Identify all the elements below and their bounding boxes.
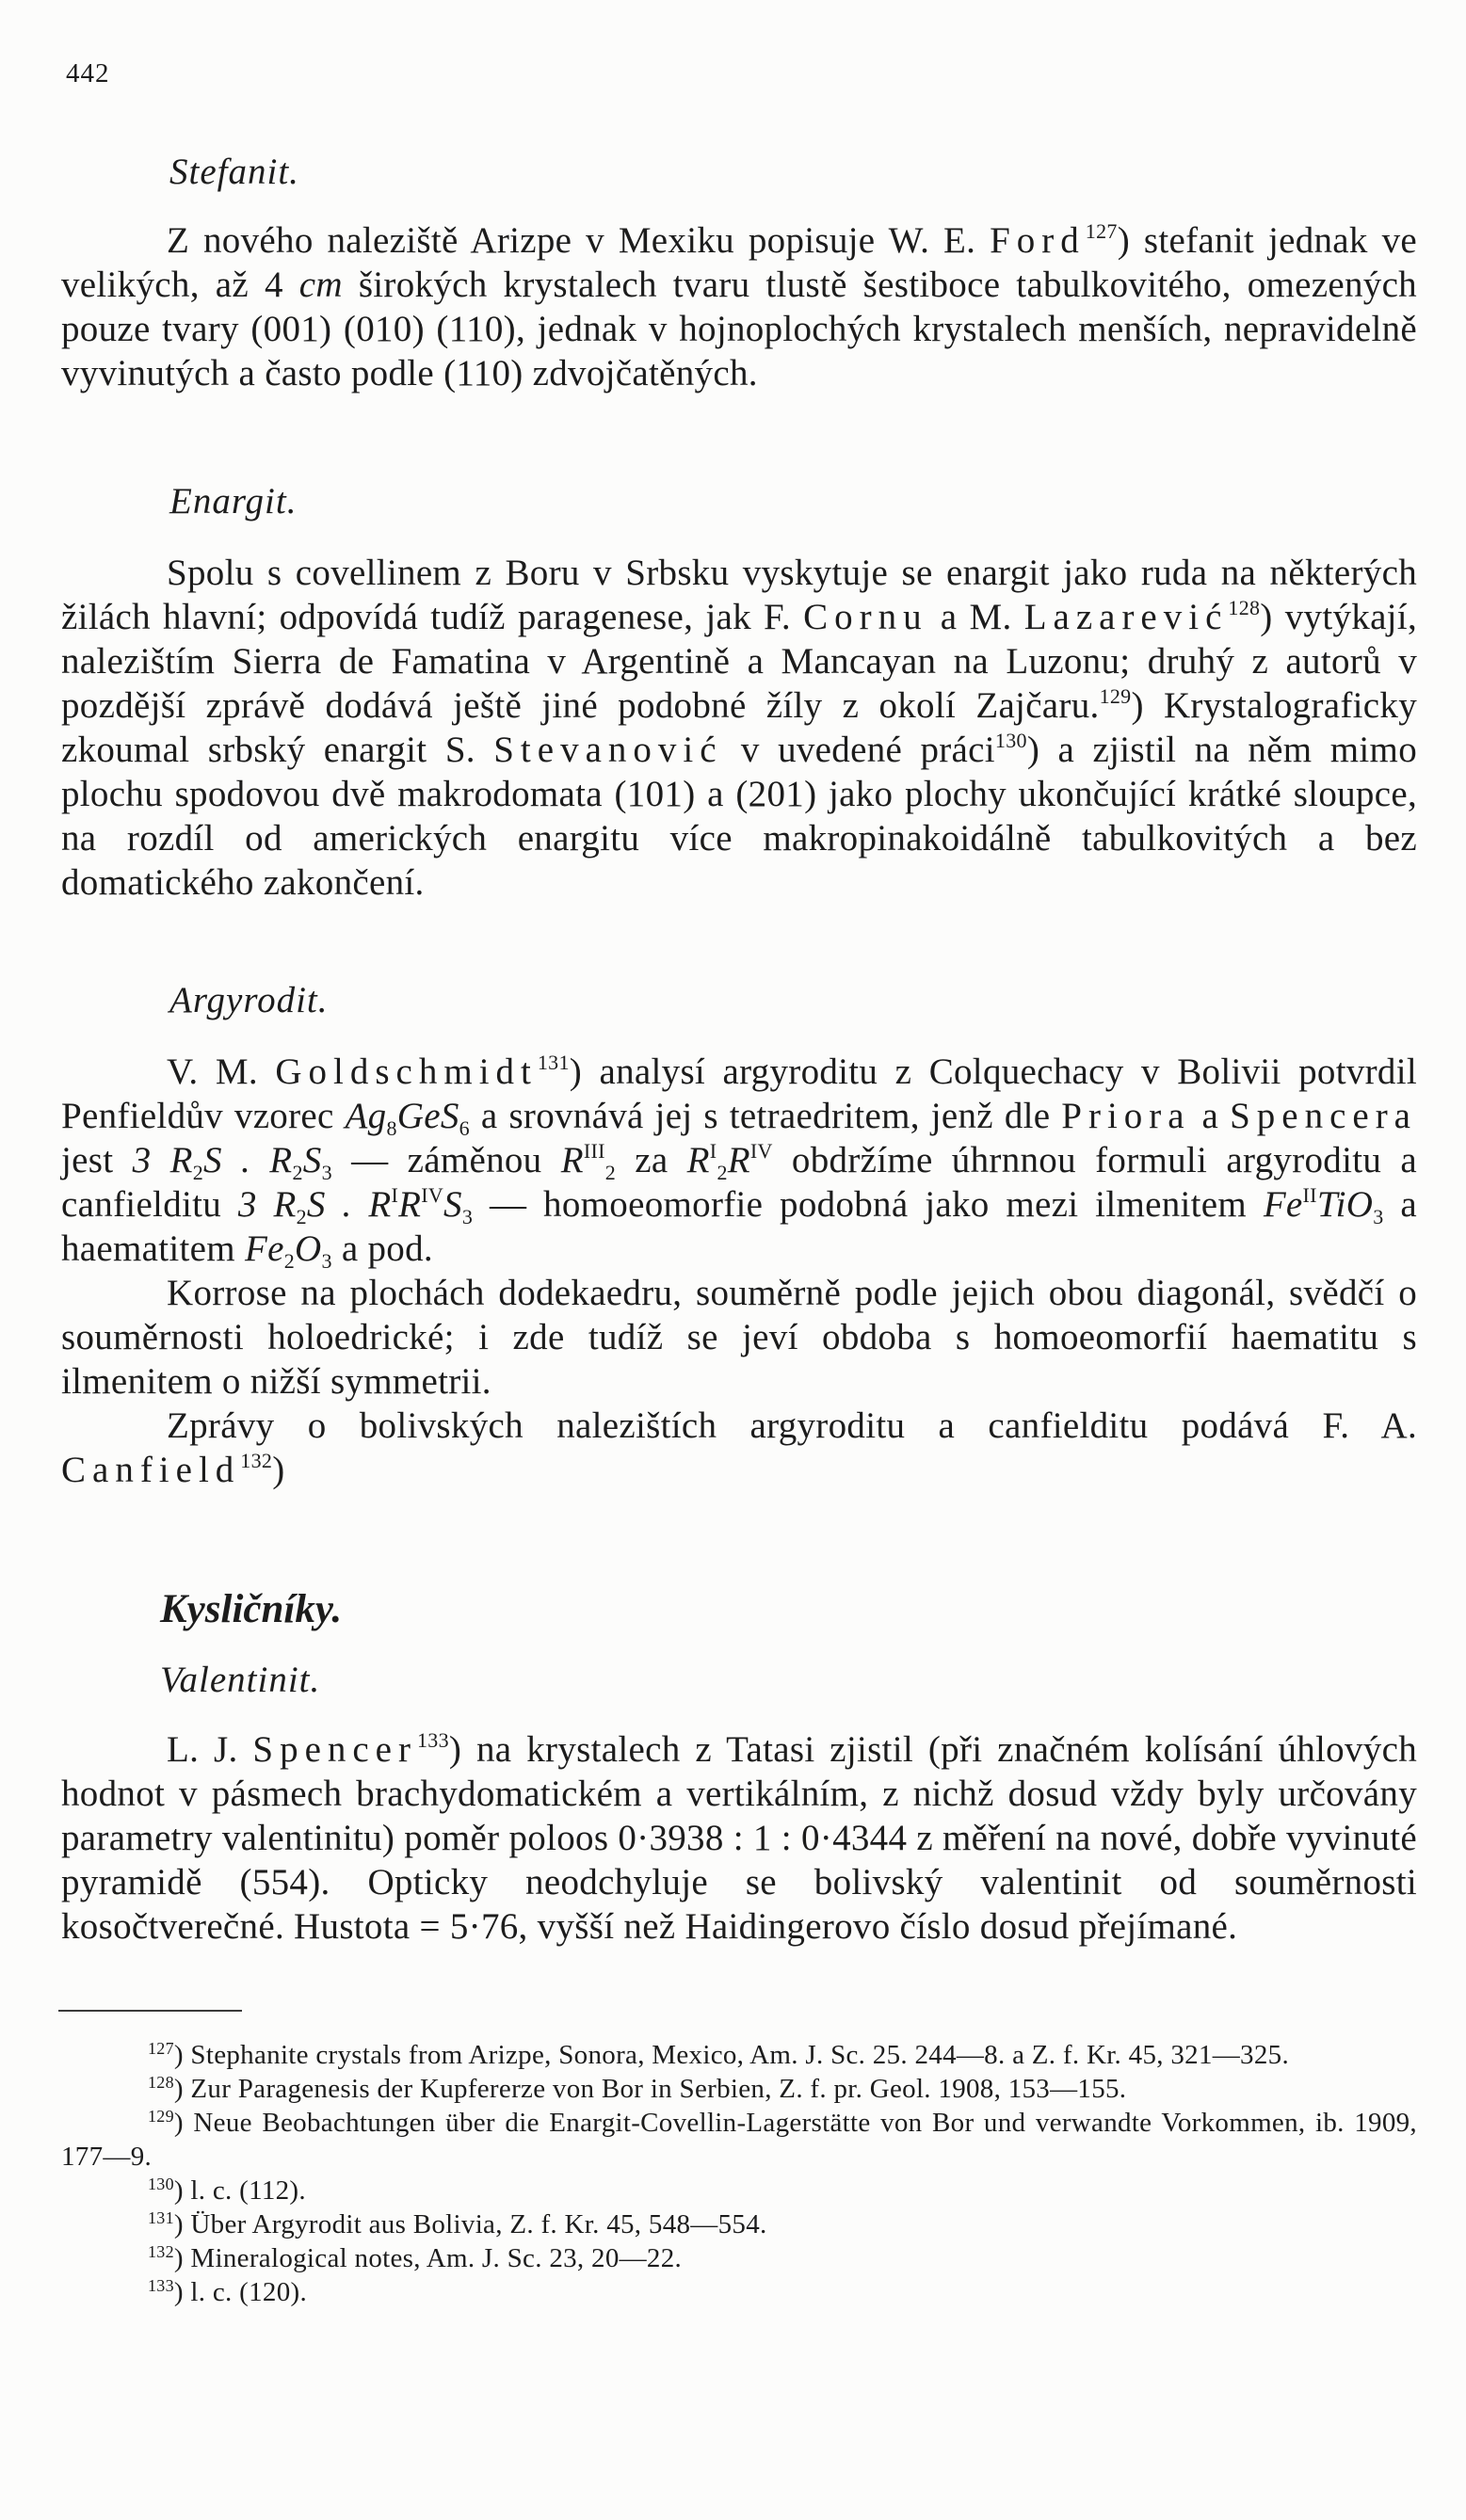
heading-enargit: Enargit. [169, 481, 298, 522]
paragraph-valentinit: L. J. Spencer$^{133}$) na krystalech z Tatasi zjistil (při značném kolísání úhlových hodnot v pásmech brachydomatickém a vertikálním, z nichž dosud vždy byly určovány parametry valentinitu) poměr poloos 0·3938 : 1 : 0·4344 z měření na nové, dobře vyvinuté pyramidě (554). Opticky neodchyluje se bolivský valentinit od souměrnosti kosočtverečné. Hustota = 5·76, vyšší než Haidingerovo číslo dosud přejímané. [61, 1728, 1417, 1947]
heading-valentinit: Valentinit. [160, 1660, 321, 1700]
section-valentinit [61, 1727, 1417, 1949]
footnote-131: $^{131}$) Über Argyrodit aus Bolivia, Z. f. Kr. 45, 548—554. [148, 2208, 767, 2239]
heading-kyslicniky: Kysličníky. [160, 1587, 343, 1631]
heading-argyrodit: Argyrodit. [169, 980, 329, 1020]
page-number: 442 [66, 58, 110, 88]
paragraph-argyrodit-2: Korrose na plochách dodekaedru, souměrně podle jejich obou diagonál, svědčí o souměrnosti holoedrické; i zde tudíž se jeví obdoba s homoeomorfií haematitu s ilmenitem o nižší symmetrii. [61, 1273, 1417, 1402]
footnote-129: $^{129}$) Neue Beobachtungen über die Enargit-Covellin-Lagerstätte von Bor und verwandte Vorkommen, ib. 1909, 177—9. [61, 2107, 1417, 2172]
footnotes [61, 2038, 1417, 2309]
section-argyrodit [61, 1050, 1417, 1492]
footnote-127: $^{127}$) Stephanite crystals from Arizpe, Sonora, Mexico, Am. J. Sc. 25. 244—8. a Z. f. Kr. 45, 321—325. [148, 2039, 1290, 2070]
footnote-128: $^{128}$) Zur Paragenesis der Kupfererze von Bor in Serbien, Z. f. pr. Geol. 1908, 153—155. [148, 2073, 1127, 2104]
footnote-132: $^{132}$) Mineralogical notes, Am. J. Sc. 23, 20—22. [148, 2242, 683, 2273]
footnote-divider [58, 2010, 242, 2012]
paragraph-argyrodit-3: Zprávy o bolivských nalezištích argyroditu a canfielditu podává F. A. Canfield$^{132}$) [61, 1405, 1417, 1490]
footnote-133: $^{133}$) l. c. (120). [148, 2276, 308, 2307]
heading-stefanit: Stefanit. [169, 152, 299, 192]
paragraph-stefanit: Z nového naleziště Arizpe v Mexiku popisuje W. E. Ford$^{127}$) stefanit jednak ve velikých, až 4 cm širokých krystalech tvaru tlustě šestiboce tabulkovitého, omezených pouze tvary (001) (010) (110), jednak v hojnoplochých krystalech menších, nepravidelně vyvinutých a často podle (110) zdvojčatěných. [61, 219, 1418, 393]
paragraph-argyrodit-1: V. M. Goldschmidt$^{131}$) analysí argyroditu z Colquechacy v Bolivii potvrdil Penfieldův vzorec $Ag_8GeS_6$ a srovnává jej s tetraedritem, jenž dle Priora a Spencera jest 3 $R_2S$ . $R_2S_3$ — záměnou $R^{III}_2$ za $R^I_2R^{IV}$ obdržíme úhrnnou formuli argyroditu a canfielditu 3 $R_2S$ . $R^IR^{IV}S_3$ — homoeomorfie podobná jako mezi ilmenitem $Fe^{II}TiO_3$ a haematitem $Fe_2O_3$ a pod. [61, 1051, 1417, 1273]
paragraph-enargit: Spolu s covellinem z Boru v Srbsku vyskytuje se enargit jako ruda na některých žilách hlavní; odpovídá tudíž paragenese, jak F. Cornu a M. Lazarević$^{128}$) vytýkají, nalezištím Sierra de Famatina v Argentině a Mancayan na Luzonu; druhý z autorů v pozdější zprávě dodává ještě jiné podobné žíly z okolí Zajčaru.$^{129}$) Krystalograficky zkoumal srbský enargit S. Stevanović v uvedené práci$^{130}$) a zjistil na něm mimo plochu spodovou dvě makrodomata (101) a (201) jako plochy ukončující krátké sloupce, na rozdíl od amerických enargitu více makropinakoidálně tabulkovitých a bez domatického zakončení. [61, 553, 1417, 903]
footnote-130: $^{130}$) l. c. (112). [148, 2175, 306, 2206]
section-stefanit [61, 218, 1417, 395]
section-enargit [61, 551, 1417, 905]
